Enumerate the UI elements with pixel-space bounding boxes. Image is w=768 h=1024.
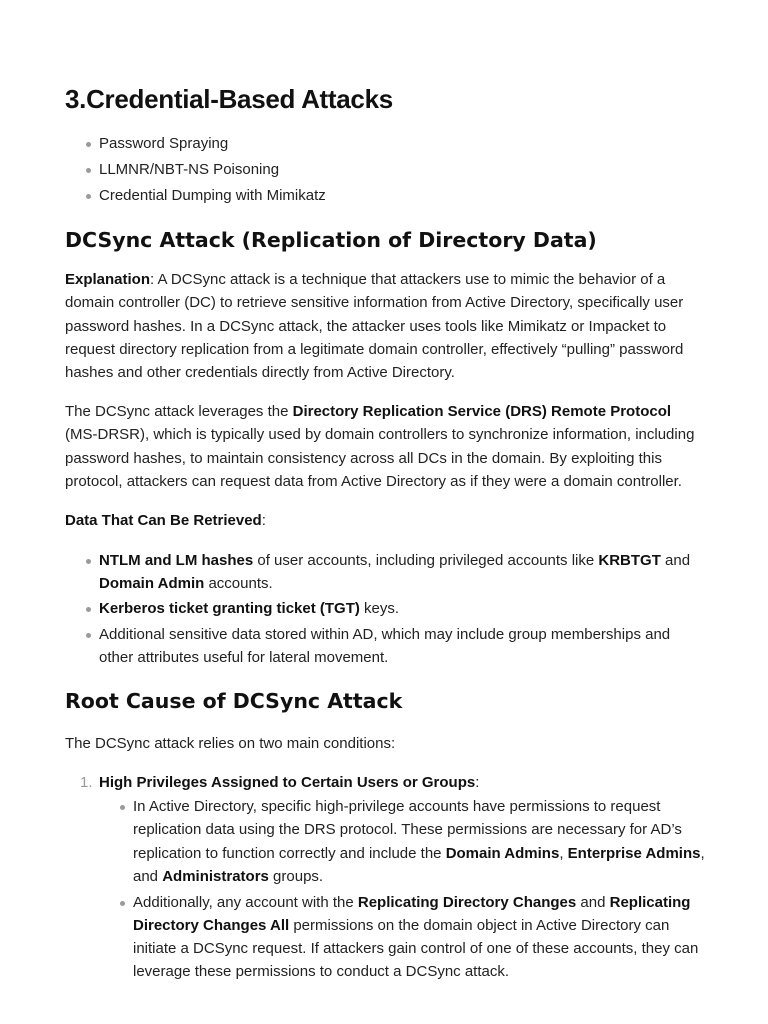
condition-title bbox=[99, 771, 479, 794]
list-number: 1. bbox=[80, 774, 93, 791]
item-text: permissions on the domain object in Active Directory can initiate a DCSync request. If attackers gain control of one of these accounts, they can leverage these permissions to conduct a DCSync attack. bbox=[133, 916, 699, 981]
root-cause-heading: Root Cause of DCSync Attack bbox=[65, 689, 403, 713]
enterprise-admins-term: Enterprise Admins bbox=[567, 844, 701, 862]
root-intro: The DCSync attack relies on two main conditions: bbox=[65, 735, 396, 752]
tgt-term: Kerberos ticket granting ticket (TGT) bbox=[99, 600, 360, 618]
condition-colon: : bbox=[475, 774, 480, 791]
replicating-changes-term: Replicating Directory Changes bbox=[357, 893, 577, 911]
administrators-term: Administrators bbox=[162, 867, 269, 885]
leverage-text-pre: The DCSync attack leverages the bbox=[65, 403, 293, 420]
item-text: Additionally, any account with the bbox=[133, 893, 358, 911]
item-text: and bbox=[660, 552, 691, 569]
page-title: 3.Credential-Based Attacks bbox=[65, 84, 393, 114]
item-text: accounts. bbox=[204, 575, 273, 593]
retrieved-colon: : bbox=[261, 512, 266, 529]
condition-title-text: High Privileges Assigned to Certain Users or Groups bbox=[99, 774, 476, 791]
explanation-paragraph bbox=[65, 268, 705, 384]
retrieved-heading bbox=[65, 509, 705, 532]
explanation-label: Explanation bbox=[65, 271, 151, 288]
list-item bbox=[65, 623, 705, 670]
list-item: Password Spraying bbox=[65, 132, 326, 155]
condition-sublist bbox=[99, 795, 705, 984]
item-text: In Active Directory, specific high-privilege accounts have permissions to request replication data using the DRS protocol. These permissions are necessary for AD’s replication to function correctly and include the bbox=[133, 798, 682, 862]
leverage-text-post: (MS-DRSR), which is typically used by domain controllers to synchronize information, including password hashes, to maintain consistency across all DCs in the domain. By exploiting this protocol, attackers can request data from Active Directory as if they were a domain controller. bbox=[65, 426, 695, 490]
list-item: Credential Dumping with Mimikatz bbox=[65, 184, 326, 207]
list-item: LLMNR/NBT-NS Poisoning bbox=[65, 158, 326, 181]
replicating-changes-all-term: Replicating Directory Changes All bbox=[133, 893, 691, 934]
explanation-text: : A DCSync attack is a technique that attackers use to mimic the behavior of a domain controller (DC) to retrieve sensitive information from Active Directory, specifically user password hashes. In a DCSync attack, the attacker uses tools like Mimikatz or Impacket to request directory replication from a legitimate domain controller, effectively “pulling” password hashes and other credentials directly from Active Directory. bbox=[65, 271, 684, 382]
item-text: Additional sensitive data stored within AD, which may include group memberships and other attributes useful for lateral movement. bbox=[99, 626, 671, 667]
item-text: , bbox=[559, 844, 568, 862]
list-item bbox=[65, 549, 705, 596]
leverage-paragraph bbox=[65, 400, 705, 493]
ntlm-term: NTLM and LM hashes bbox=[99, 552, 254, 569]
list-item bbox=[99, 795, 705, 888]
list-item bbox=[65, 597, 705, 620]
item-text: of user accounts, including privileged accounts like bbox=[253, 552, 599, 569]
item-text: , and bbox=[133, 844, 705, 885]
item-text: keys. bbox=[359, 600, 400, 618]
item-text: groups. bbox=[268, 867, 324, 885]
retrieved-label: Data That Can Be Retrieved bbox=[65, 512, 262, 529]
item-text: and bbox=[576, 893, 610, 911]
retrieved-list bbox=[65, 549, 705, 670]
attack-list bbox=[65, 132, 326, 207]
dcsync-heading: DCSync Attack (Replication of Directory Data) bbox=[65, 228, 597, 252]
list-item bbox=[99, 891, 705, 984]
krbtgt-term: KRBTGT bbox=[598, 552, 661, 569]
domain-admins-term: Domain Admins bbox=[445, 844, 560, 862]
domain-admin-term: Domain Admin bbox=[99, 575, 205, 593]
drs-protocol-term: Directory Replication Service (DRS) Remote Protocol bbox=[292, 403, 672, 420]
